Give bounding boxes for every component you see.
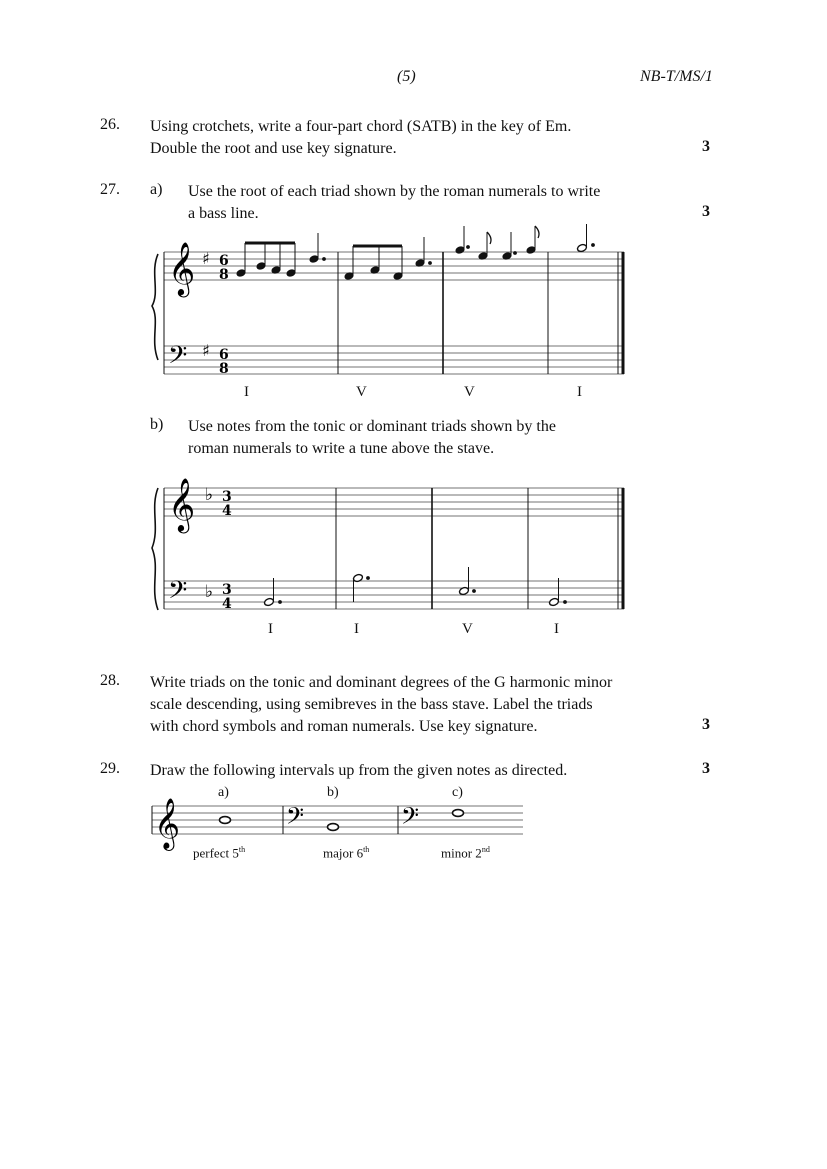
- brace: [152, 488, 158, 610]
- barlines: [164, 488, 623, 609]
- question-number-28: 28.: [100, 672, 120, 689]
- question-29-marks: 3: [702, 760, 710, 777]
- svg-text:6: 6: [219, 253, 229, 269]
- svg-text:6: 6: [219, 347, 229, 363]
- question-number-29: 29.: [100, 760, 120, 777]
- svg-text:8: 8: [219, 267, 229, 283]
- treble-clef-icon: 𝄞: [154, 798, 181, 849]
- sharp-icon: ♯: [202, 249, 210, 268]
- question-27a-line-2: a bass line.: [188, 205, 259, 222]
- svg-text:3: 3: [222, 582, 232, 598]
- brace: [152, 254, 158, 360]
- svg-text:4: 4: [222, 596, 232, 612]
- question-29-text: [150, 760, 567, 782]
- question-28-text: [150, 672, 612, 738]
- interval-b-label: b): [327, 785, 339, 800]
- page-number: (5): [397, 68, 416, 85]
- question-27a-line-1: Use the root of each triad shown by the roman numerals to write: [188, 183, 601, 200]
- question-27b-label: b): [150, 416, 164, 433]
- bar-3-notes: [455, 226, 539, 260]
- treble-clef-icon: 𝄞: [168, 477, 196, 531]
- question-27a-text: [188, 181, 600, 225]
- question-27a-label: a): [150, 181, 163, 198]
- bass-notes: [264, 567, 567, 607]
- interval-c-suffix: nd: [481, 845, 490, 854]
- numeral-27b-1: I: [268, 621, 273, 637]
- bass-staff-lines: [164, 346, 624, 374]
- treble-staff-lines: [164, 488, 624, 516]
- bass-clef-icon: 𝄢: [168, 341, 188, 376]
- numeral-27a-4: I: [577, 384, 582, 400]
- question-29-line-1: Draw the following intervals up from the given notes as directed.: [150, 762, 568, 779]
- numeral-27a-2: V: [356, 384, 367, 400]
- interval-c-label: c): [452, 785, 463, 800]
- bass-clef-icon: 𝄢: [168, 576, 188, 611]
- numeral-27a-3: V: [464, 384, 475, 400]
- interval-a-suffix: th: [238, 845, 246, 854]
- question-28-marks: 3: [702, 716, 710, 733]
- bar-4-notes: [577, 224, 595, 253]
- interval-a-name: [193, 845, 245, 861]
- time-signature-6-8: [219, 253, 229, 377]
- grand-staff-27a: [148, 232, 633, 380]
- treble-clef-icon: 𝄞: [168, 241, 196, 295]
- interval-b-suffix: th: [363, 845, 370, 854]
- svg-text:3: 3: [222, 489, 232, 505]
- question-28-line-3: with chord symbols and roman numerals. Use key signature.: [150, 718, 538, 735]
- barlines: [164, 252, 623, 374]
- grand-staff-27b: [148, 478, 633, 618]
- question-27b-line-1: Use notes from the tonic or dominant triads shown by the: [188, 418, 556, 435]
- svg-text:4: 4: [222, 503, 232, 519]
- question-26-line-2: Double the root and use key signature.: [150, 140, 397, 157]
- numeral-27b-4: I: [554, 621, 559, 637]
- interval-c-name: [441, 845, 490, 861]
- bar-1-notes: [236, 233, 325, 277]
- interval-a-base: perfect 5: [193, 845, 239, 861]
- flat-icon: ♭: [205, 582, 214, 602]
- bass-clef-icon: 𝄢: [401, 802, 420, 835]
- question-27b-line-2: roman numerals to write a tune above the stave.: [188, 440, 495, 457]
- question-number-26: 26.: [100, 116, 120, 133]
- sharp-icon: ♯: [202, 341, 210, 360]
- question-28-line-1: Write triads on the tonic and dominant degrees of the G harmonic minor: [150, 674, 613, 691]
- question-27a-marks: 3: [702, 203, 710, 220]
- interval-staves: [150, 800, 530, 850]
- question-26-text: [150, 116, 571, 160]
- interval-b-name: [323, 845, 369, 861]
- numeral-27a-1: I: [244, 384, 249, 400]
- interval-c-base: minor 2: [441, 845, 482, 861]
- numeral-27b-3: V: [462, 621, 473, 637]
- question-26-marks: 3: [702, 138, 710, 155]
- question-number-27: 27.: [100, 181, 120, 198]
- numeral-27b-2: I: [354, 621, 359, 637]
- flat-icon: ♭: [205, 485, 214, 505]
- paper-code: NB-T/MS/1: [640, 68, 713, 85]
- question-26-line-1: Using crotchets, write a four-part chord (SATB) in the key of Em.: [150, 118, 572, 135]
- time-signature-3-4: [222, 489, 232, 612]
- interval-a-label: a): [218, 785, 229, 800]
- question-27b-text: [188, 416, 556, 460]
- svg-text:8: 8: [219, 361, 229, 377]
- interval-b-base: major 6: [323, 845, 364, 861]
- question-28-line-2: scale descending, using semibreves in the bass stave. Label the triads: [150, 696, 593, 713]
- bass-clef-icon: 𝄢: [286, 802, 305, 835]
